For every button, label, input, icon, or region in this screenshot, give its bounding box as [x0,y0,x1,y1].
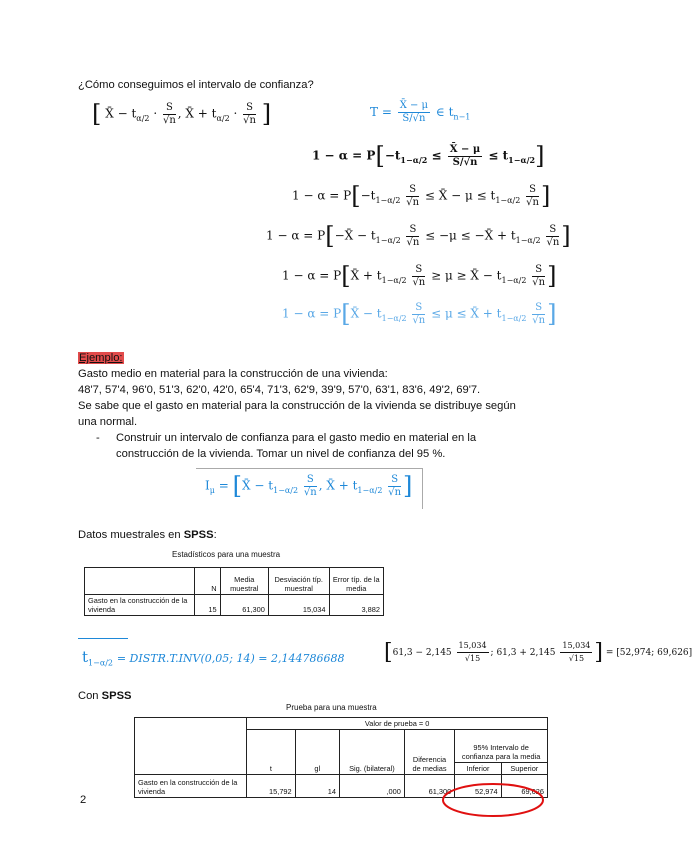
page-number: 2 [80,794,87,806]
example-heading: Ejemplo: [79,352,123,364]
table-cell: 52,974 [455,775,501,798]
example-line-4: una normal. [78,416,138,428]
con-spss-label: Con SPSS [78,690,132,702]
table-header-cell [85,568,195,595]
table-header-row [135,718,548,730]
table-cell: 69,626 [501,775,547,798]
t-calc-formula: $t_{1-\alpha/2}$ = DISTR.T.INV(0,05; 14) = 2,144786688 [82,648,345,668]
t-statistic-formula: T = $\frac{X̄ - \mu}{S/√n}$ ∈ $t_{n-1}$ [370,100,471,124]
task-line-1: Construir un intervalo de confianza para el gasto medio en material en la [116,432,477,444]
table-header-cell: Media muestral [220,568,268,595]
datos-muestrales-label: Datos muestrales en SPSS: [78,529,217,541]
table-header-cell: Superior [501,763,547,775]
table-header-cell: Desviación típ. muestral [268,568,329,595]
derivation-step-1: $1 - \alpha = P[-t_{1-\alpha/2}$ ≤ $\frac{X̄ - \mu}{S/√n}$ ≤ $t_{1-\alpha/2}$] [312,142,545,170]
table-cell: 14 [295,775,339,798]
task-line-2: construcción de la vivienda. Tomar un nivel de confianza del 95 %. [116,448,446,460]
derivation-step-4: 1 − α = P[X̄ + $t_{1-\alpha/2}$ $\frac{S}{√n}$ ≥ μ ≥ X̄ − $t_{1-\alpha/2}$ $\frac{S}{√n}$ ] [282,262,557,290]
derivation-step-2: $1 - \alpha = P[-t_{1-\alpha/2}$ $\frac{S}{√n}$ ≤ X̄ − $\mu \le t_{1-\alpha/2}$ $\frac{S}{√n}$ ] [292,182,551,210]
table-cell: 61,300 [404,775,454,798]
example-data-values: 48'7, 57'4, 96'0, 51'3, 62'0, 42'0, 65'4, 71'3, 62'9, 39'9, 57'0, 63'1, 83'6, 49'2, 69'7. [78,384,481,396]
table-cell: Gasto en la construcción de la vivienda [85,595,195,616]
table-cell: 3,882 [329,595,384,616]
derivation-step-5: 1 − α = P[X̄ − $t_{1-\alpha/2}$ $\frac{S}{√n}$ ≤ μ ≤ X̄ + $t_{1-\alpha/2}$ $\frac{S}{√n}$ ] [282,300,557,328]
table-cell: 15 [194,595,220,616]
interval-formula: [ X̄ − $t_{\alpha/2}$ · $\frac{S}{√n}$ , X̄ + $t_{\alpha/2}$ · $\frac{S}{√n}$ ] [92,100,272,128]
table1-title: Estadísticos para una muestra [172,550,281,559]
derivation-step-3: 1 − α = P[−X̄ − $t_{1-\alpha/2}$ $\frac{S}{√n}$ ≤ −μ ≤ −X̄ + $t_{1-\alpha/2}$ $\frac{S}{√n}$ ] [266,222,571,250]
table-cell: ,000 [339,775,404,798]
question-text: ¿Cómo conseguimos el intervalo de confianza? [78,79,314,91]
table-cell: Gasto en la construcción de la vivienda [135,775,247,798]
table-header-cell: Sig. (bilateral) [339,730,404,775]
descriptive-stats-table [84,567,384,616]
test-value-header: Valor de prueba = 0 [247,718,548,730]
table-cell: 61,300 [220,595,268,616]
ci-header: 95% Intervalo de confianza para la media [455,730,548,763]
ci-calculation: [61,3 − 2,145 $\frac{15,034}{√15}$ ; 61,3 + 2,145 $\frac{15,034}{√15}$ ] = [52,974; 69,626] [384,640,692,665]
table-header-cell: N [194,568,220,595]
table-header-cell: t [247,730,295,775]
example-line-3: Se sabe que el gasto en material para la construcción de la vivienda se distribuye según [78,400,516,412]
example-line-1: Gasto medio en material para la construcción de una vivienda: [78,368,388,380]
table-header-row [85,568,384,595]
table-header-cell: Diferencia de medias [404,730,454,775]
table2-title: Prueba para una muestra [286,703,377,712]
table-cell: 15,792 [247,775,295,798]
bullet-dash: - [96,432,100,444]
table-cell: 15,034 [268,595,329,616]
ic-formula: $I_\mu$ = [X̄ − $t_{1-\alpha/2}$ $\frac{S}{√n}$ , X̄ + $t_{1-\alpha/2}$ $\frac{S}{√n}$ ] [205,472,413,500]
table-header-cell: Error típ. de la media [329,568,384,595]
table-header-cell: gl [295,730,339,775]
red-ellipse-annotation [440,780,546,820]
table-header-cell [135,718,247,775]
table-header-cell: Inferior [455,763,501,775]
table-row [85,595,384,616]
t-calc-rule [78,638,128,639]
